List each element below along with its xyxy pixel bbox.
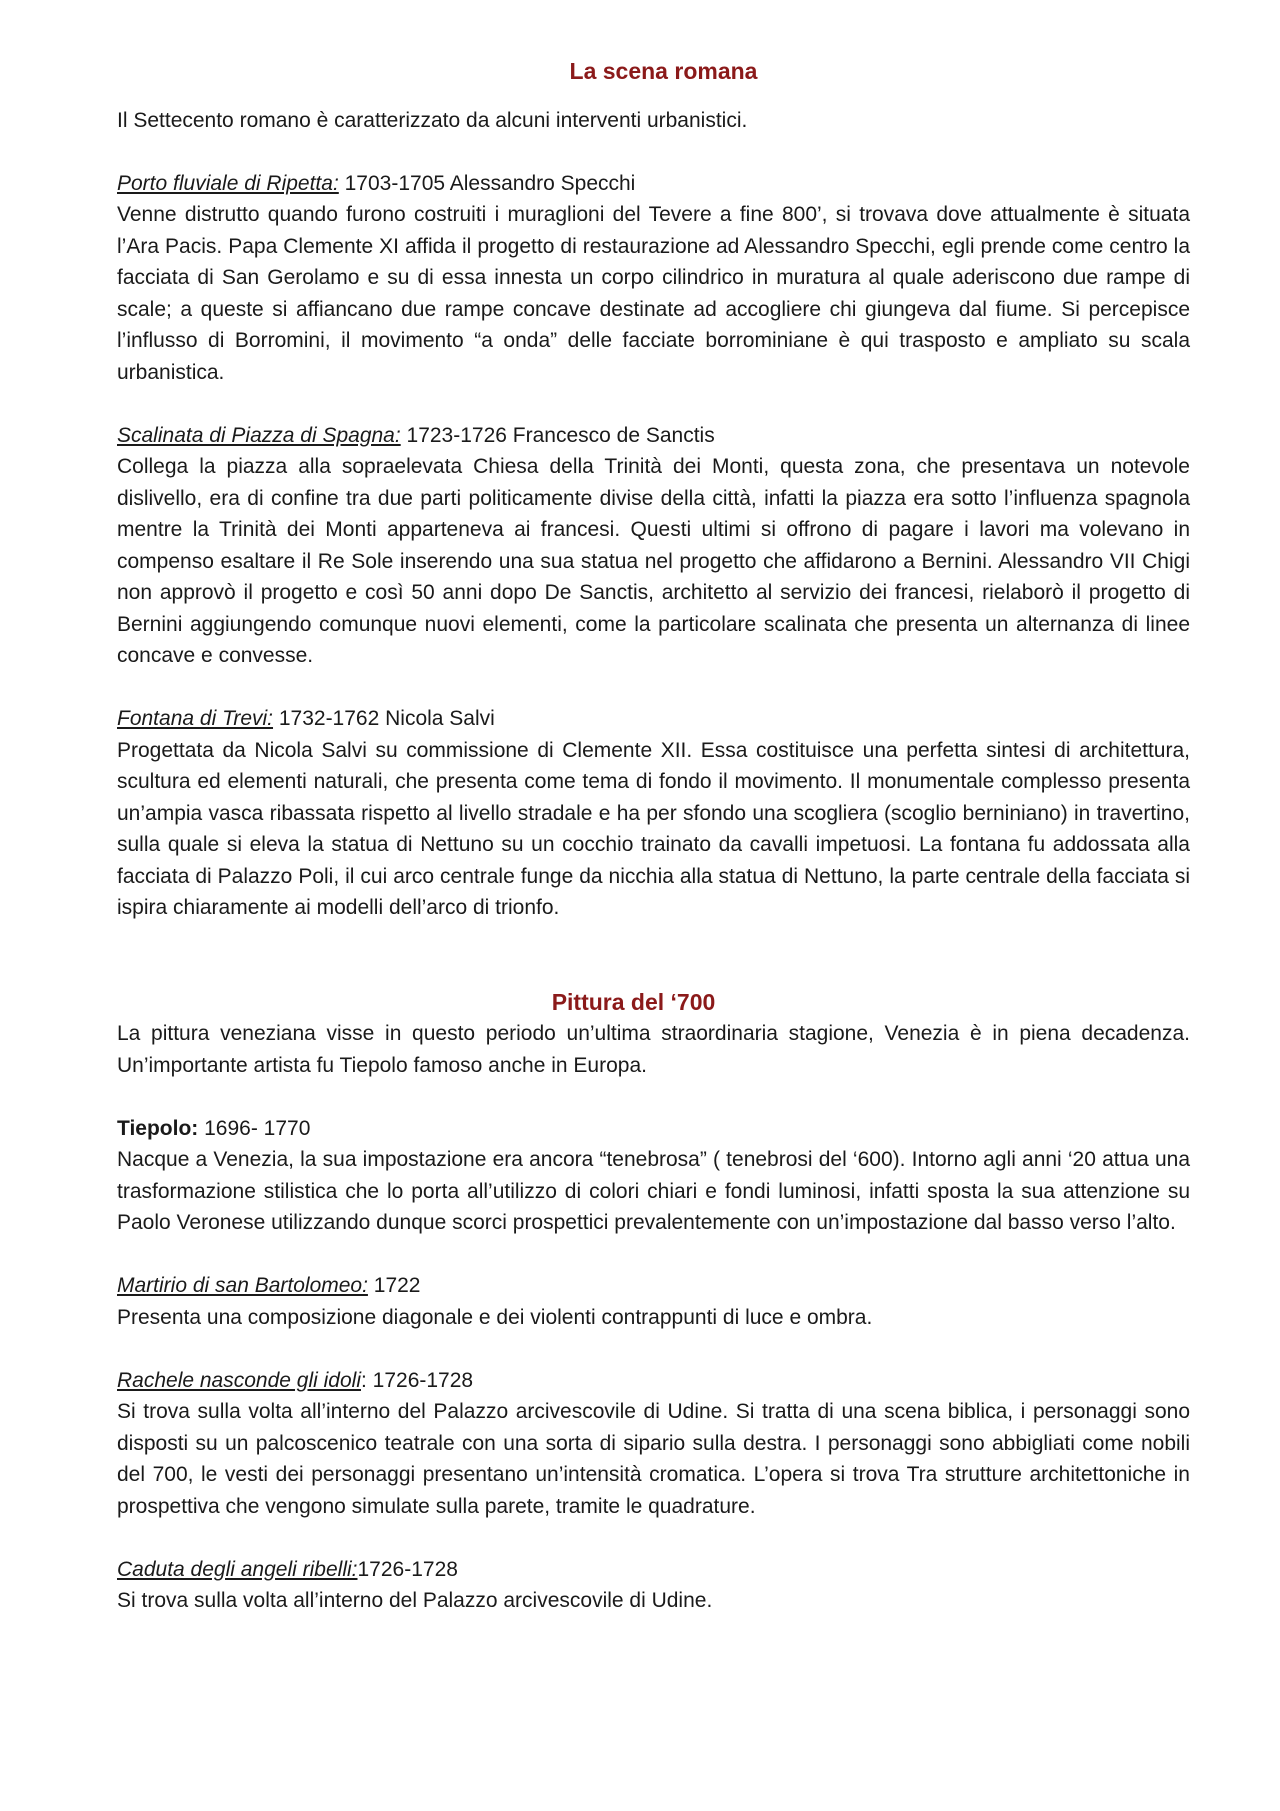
work-header bbox=[117, 168, 1190, 200]
artist-header bbox=[117, 1113, 1190, 1145]
work-meta: 1722 bbox=[367, 1274, 421, 1297]
work-header bbox=[117, 1270, 1190, 1302]
work-meta: : 1726-1728 bbox=[361, 1368, 474, 1392]
work-title: Caduta degli angeli ribelli: bbox=[117, 1557, 358, 1581]
work-title: Fontana di Trevi: bbox=[117, 707, 274, 730]
artist-dates: 1696- 1770 bbox=[198, 1116, 311, 1140]
work-header bbox=[117, 420, 1190, 452]
work-meta: 1732-1762 Nicola Salvi bbox=[273, 707, 495, 730]
work-header bbox=[117, 1554, 1190, 1586]
work-description: Si trova sulla volta all’interno del Palazzo arcivescovile di Udine. bbox=[117, 1589, 713, 1612]
section-intro: La pittura veneziana visse in questo periodo un’ultima straordinaria stagione, Venezia è in piena decadenza. Un’importante artista fu Tiepolo famoso anche in Europa. bbox=[117, 1022, 1190, 1077]
work-description: Presenta una composizione diagonale e dei violenti contrappunti di luce e ombra. bbox=[117, 1305, 873, 1329]
work-description: Collega la piazza alla sopraelevata Chiesa della Trinità dei Monti, questa zona, che presentava un notevole dislivello, era di confine tra due parti politicamente divise della città, infatti la piazza era sotto l’influenza spagnola mentre la Trinità dei Monti apparteneva ai francesi. Questi ultimi si offrono di pagare i lavori ma volevano in compenso esaltare il Re Sole inserendo una sua statua nel progetto che affidarono a Bernini. Alessandro VII Chigi non approvò il progetto e così 50 anni dopo De Sanctis, architetto al servizio dei francesi, rielaborò il progetto di Bernini aggiungendo comunque nuovi elementi, come la particolare scalinata che presenta un alternanza di linee concave e convesse. bbox=[117, 455, 1190, 667]
work-meta: 1703-1705 Alessandro Specchi bbox=[338, 171, 636, 195]
work-header bbox=[117, 1365, 1190, 1397]
work-description: Venne distrutto quando furono costruiti i muraglioni del Tevere a fine 800’, si trovava dove attualmente è situata l’Ara Pacis. Papa Clemente XI affida il progetto di restaurazione ad Alessandro Specchi, egli prende come centro la facciata di San Gerolamo e su di essa innesta un corpo cilindrico in muratura al quale aderiscono due rampe di scale; a queste si affiancano due rampe concave destinate ad accogliere chi giungeva dal fiume. Si percepisce l’influsso di Borromini, il movimento “a onda” delle facciate borrominiane è qui trasposto e ampliato su scala urbanistica. bbox=[117, 203, 1190, 384]
work-meta: 1723-1726 Francesco de Sanctis bbox=[400, 423, 715, 447]
section-intro: Il Settecento romano è caratterizzato da alcuni interventi urbanistici. bbox=[117, 108, 748, 132]
work-description: Progettata da Nicola Salvi su commissione di Clemente XII. Essa costituisce una perfetta sintesi di architettura, scultura ed elementi naturali, che presenta come tema di fondo il movimento. Il monumentale complesso presenta un’ampia vasca ribassata rispetto al livello stradale e ha per sfondo una scogliera (scoglio berniniano) in travertino, sulla quale si eleva la statua di Nettuno su un cocchio trainato da cavalli impetuosi. La fontana fu addossata alla facciata di Palazzo Poli, il cui arco centrale funge da nicchia alla statua di Nettuno, la parte centrale della facciata si ispira chiaramente ai modelli dell’arco di trionfo. bbox=[117, 738, 1190, 919]
work-title: Porto fluviale di Ripetta: bbox=[117, 171, 339, 195]
section-heading-scena-romana: La scena romana bbox=[569, 58, 758, 84]
artist-name: Tiepolo: bbox=[117, 1116, 199, 1140]
work-description: Si trova sulla volta all’interno del Palazzo arcivescovile di Udine. Si tratta di una scena biblica, i personaggi sono disposti su un palcoscenico teatrale con una sorta di sipario sulla destra. I personaggi sono abbigliati come nobili del 700, le vesti dei personaggi presentano un’intensità cromatica. L’opera si trova Tra strutture architettoniche in prospettiva che vengono simulate sulla parete, tramite le quadrature. bbox=[117, 1400, 1190, 1518]
work-title: Rachele nasconde gli idoli bbox=[117, 1368, 361, 1392]
document-page bbox=[117, 56, 1190, 1617]
section-heading-pittura: Pittura del ‘700 bbox=[551, 988, 716, 1015]
work-title: Martirio di san Bartolomeo: bbox=[117, 1274, 368, 1297]
artist-description: Nacque a Venezia, la sua impostazione era ancora “tenebrosa” ( tenebrosi del ‘600). Intorno agli anni ‘20 attua una trasformazione stilistica che lo porta all’utilizzo di colori chiari e fondi luminosi, infatti sposta la sua attenzione su Paolo Veronese utilizzando dunque scorci prospettici prevalentemente con un’impostazione dal basso verso l’alto. bbox=[117, 1148, 1190, 1234]
work-meta: 1726-1728 bbox=[357, 1557, 458, 1581]
work-header bbox=[117, 703, 1190, 735]
work-title: Scalinata di Piazza di Spagna: bbox=[117, 423, 401, 447]
